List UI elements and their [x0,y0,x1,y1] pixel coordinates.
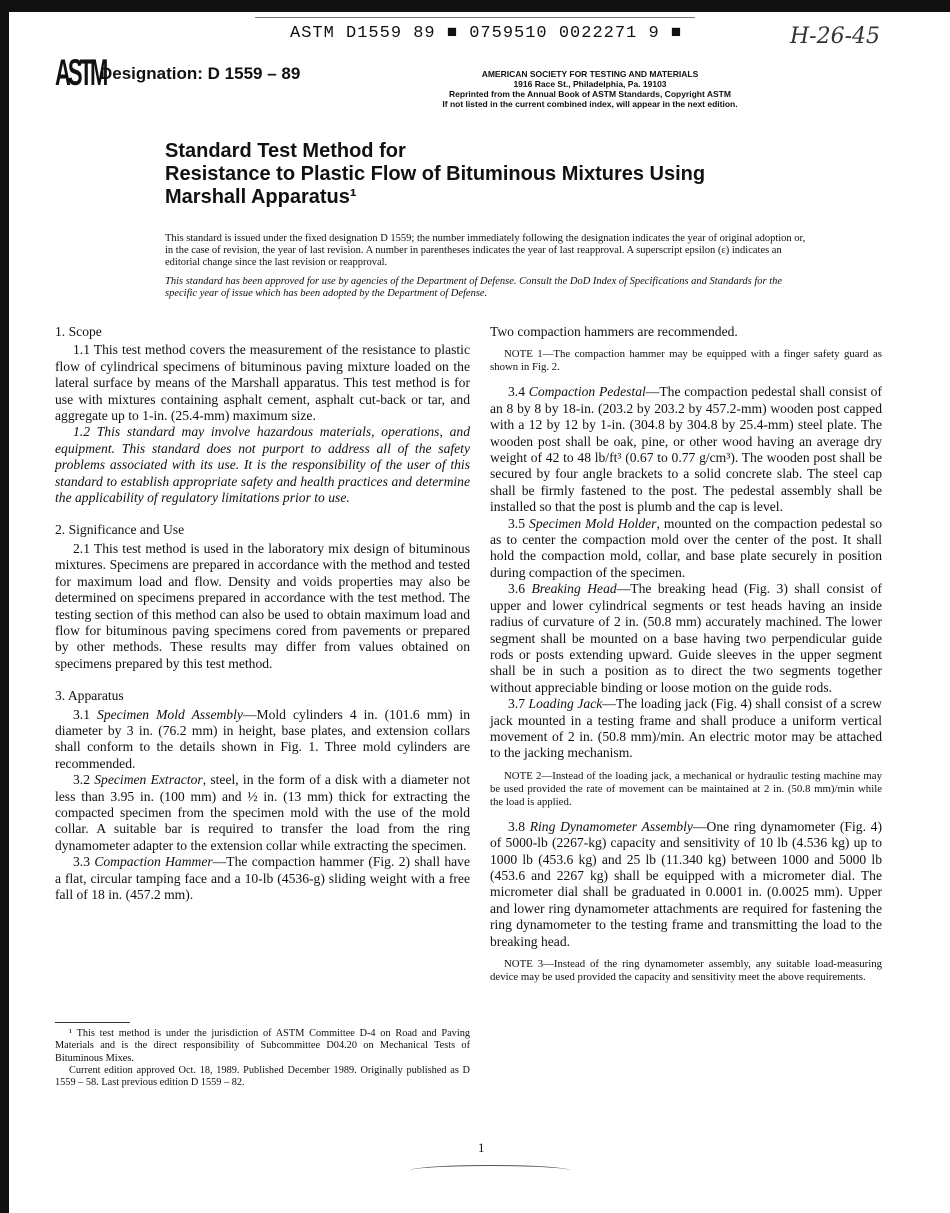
dod-note: This standard has been approved for use by agencies of the Department of Defense. Consult the DoD Index of Specifications and Standards for the specific year of issue which has been adopted by the Department of Defense. [165,276,783,299]
society-line: Reprinted from the Annual Book of ASTM Standards, Copyright ASTM [449,89,731,99]
paragraph: 3.4 Compaction Pedestal—The compaction pedestal shall consist of an 8 by 8 by 18-in. (203.2 by 203.2 by 457.2-mm) wooden post capped with a 12 by 12 by 1-in. (304.8 by 304.8 by 25.4-mm) steel plate. The wooden post shall be oak, pine, or other wood having an average dry weight of 42 to 48 lb/ft³ (0.67 to 0.77 g/cm³). The wooden post shall be secured by four angle brackets to a solid concrete slab. The steel cap shall be firmly fastened to the post. The pedestal assembly shall be installed so that the post is plumb and the cap is level. [490,384,882,515]
paragraph: 3.3 Compaction Hammer—The compaction hammer (Fig. 2) shall have a flat, circular tamping face and a 10-lb (4536-g) sliding weight with a free fall of 18 in. (457.2 mm). [55,854,470,902]
paragraph: 2.1 This test method is used in the laboratory mix design of bituminous mixtures. Specimens are prepared in accordance with the method and tested for maximum load and flow. Density and voids properties may also be determined on specimens prepared in accordance with the test method. The testing section of this method can also be used to obtain maximum load and flow for bituminous paving specimens cored from pavements or prepared by other methods. These results may differ from values obtained on specimens prepared by this test method. [55,540,470,671]
paragraph: 3.6 Breaking Head—The breaking head (Fig. 3) shall consist of upper and lower cylindrical segments or test heads having an inside radius of curvature of 2 in. (50.8 mm) accurately machined. The lower segment shall be mounted on a base having two perpendicular guide rods or posts extending upward. Guide sleeves in the upper segment shall be in such a position as to direct the two segments together without appreciable binding or loose motion on the guide rods. [490,581,882,695]
society-line: 1916 Race St., Philadelphia, Pa. 19103 [513,79,667,89]
paragraph: 3.2 Specimen Extractor, steel, in the form of a disk with a diameter not less than 3.95 in. (100 mm) and ½ in. (13 mm) thick for extracting the compacted specimen from the specimen mold with the use of the mold collar. A suitable bar is required to transfer the load from the ring dynamometer adapter to the extension collar while extracting the specimen. [55,772,470,853]
paragraph: 3.5 Specimen Mold Holder, mounted on the compaction pedestal so as to center the compaction mold over the center of the post. It shall hold the compaction mold, collar, and base plate securely in position during compaction of the specimen. [490,515,882,580]
society-line: If not listed in the current combined index, will appear in the next edition. [442,99,738,109]
footnotes [55,1028,470,1089]
header-rule [255,17,695,18]
title-line: Marshall Apparatus¹ [165,186,357,208]
paragraph: 1.2 This standard may involve hazardous materials, operations, and equipment. This standard does not purport to address all of the safety problems associated with its use. It is the responsibility of the user of this standard to establish appropriate safety and health practices and determine the applicability of regulatory limitations prior to use. [55,424,470,506]
footnote: Current edition approved Oct. 18, 1989. Published December 1989. Originally published as D 1559 – 58. Last previous edition D 1559 – 82. [55,1064,470,1089]
issue-note: This standard is issued under the fixed designation D 1559; the number immediately following the designation indicates the year of original adoption or, in the case of revision, the year of last revision. A number in parentheses indicates the year of last reapproval. A superscript epsilon (ε) indicates an editorial change since the last revision or reapproval. [165,233,806,268]
scan-border-left [0,0,9,1213]
section-heading: 2. Significance and Use [55,522,185,538]
scan-border-top [0,0,950,12]
footnote: ¹ This test method is under the jurisdiction of ASTM Committee D-4 on Road and Paving Materials and is the direct responsibility of Subcommittee D04.20 on Mechanical Tests of Bituminous Mixes. [55,1028,470,1064]
society-line: AMERICAN SOCIETY FOR TESTING AND MATERIALS [481,69,699,79]
title-line: Resistance to Plastic Flow of Bituminous Mixtures Using [165,163,706,185]
section-heading: 3. Apparatus [55,688,124,704]
footnote-rule [55,1022,130,1023]
astm-logo: ASTM [55,50,106,94]
note: NOTE 2—Instead of the loading jack, a mechanical or hydraulic testing machine may be used provided the rate of movement can be maintained at 2 in. (50.8 mm)/min while the load is applied. [490,769,882,808]
paragraph: 3.1 Specimen Mold Assembly—Mold cylinders 4 in. (101.6 mm) in diameter by 3 in. (76.2 mm) in height, base plates, and extension collars shall conform to the details shown in Fig. 1. Three mold cylinders are recommended. [55,706,470,771]
designation: Designation: D 1559 – 89 [100,64,301,83]
page-number: 1 [478,1140,485,1155]
society-info [400,69,780,109]
section-heading: 1. Scope [55,324,102,339]
note: NOTE 1—The compaction hammer may be equipped with a finger safety guard as shown in Fig. 2. [490,348,882,374]
scan-mark [410,1165,570,1176]
handwritten-annotation: H-26-45 [790,24,881,49]
paragraph: Two compaction hammers are recommended. [490,324,738,339]
paragraph: 3.8 Ring Dynamometer Assembly—One ring dynamometer (Fig. 4) of 5000-lb (2267-kg) capacity and sensitivity of 10 lb (4.536 kg) up to 1000 lb (453.6 kg) and 25 lb (11.340 kg) between 1000 and 5000 lb (453.6 and 2267 kg) shall be equipped with a micrometer dial. The micrometer dial shall be graduated in 0.0001 in. (0.0025 mm). Upper and lower ring dynamometer attachments are required for fastening the ring dynamometer to the testing frame and transmitting the load to the breaking head. [490,818,883,949]
paragraph: 1.1 This test method covers the measurement of the resistance to plastic flow of cylindrical specimens of bituminous paving mixture loaded on the lateral surface by means of the Marshall apparatus. This test method is for use with mixtures containing asphalt cement, asphalt cut-back or tar, and aggregate up to 1-in. (25.4-mm) maximum size. [55,342,470,424]
document-code-line: ASTM D1559 89 ■ 0759510 0022271 9 ■ [290,24,683,43]
right-column [490,324,882,994]
title-line: Standard Test Method for [165,140,406,162]
paragraph: 3.7 Loading Jack—The loading jack (Fig. 4) shall consist of a screw jack mounted in a testing frame and shall produce a uniform vertical movement of 2 in. (50.8 mm)/min. An electric motor may be attached to the jacking mechanism. [490,696,882,761]
document-title [165,140,785,209]
note: NOTE 3—Instead of the ring dynamometer assembly, any suitable load-measuring device may be used provided the capacity and sensitivity meet the above requirements. [490,958,882,983]
left-column [55,324,470,903]
